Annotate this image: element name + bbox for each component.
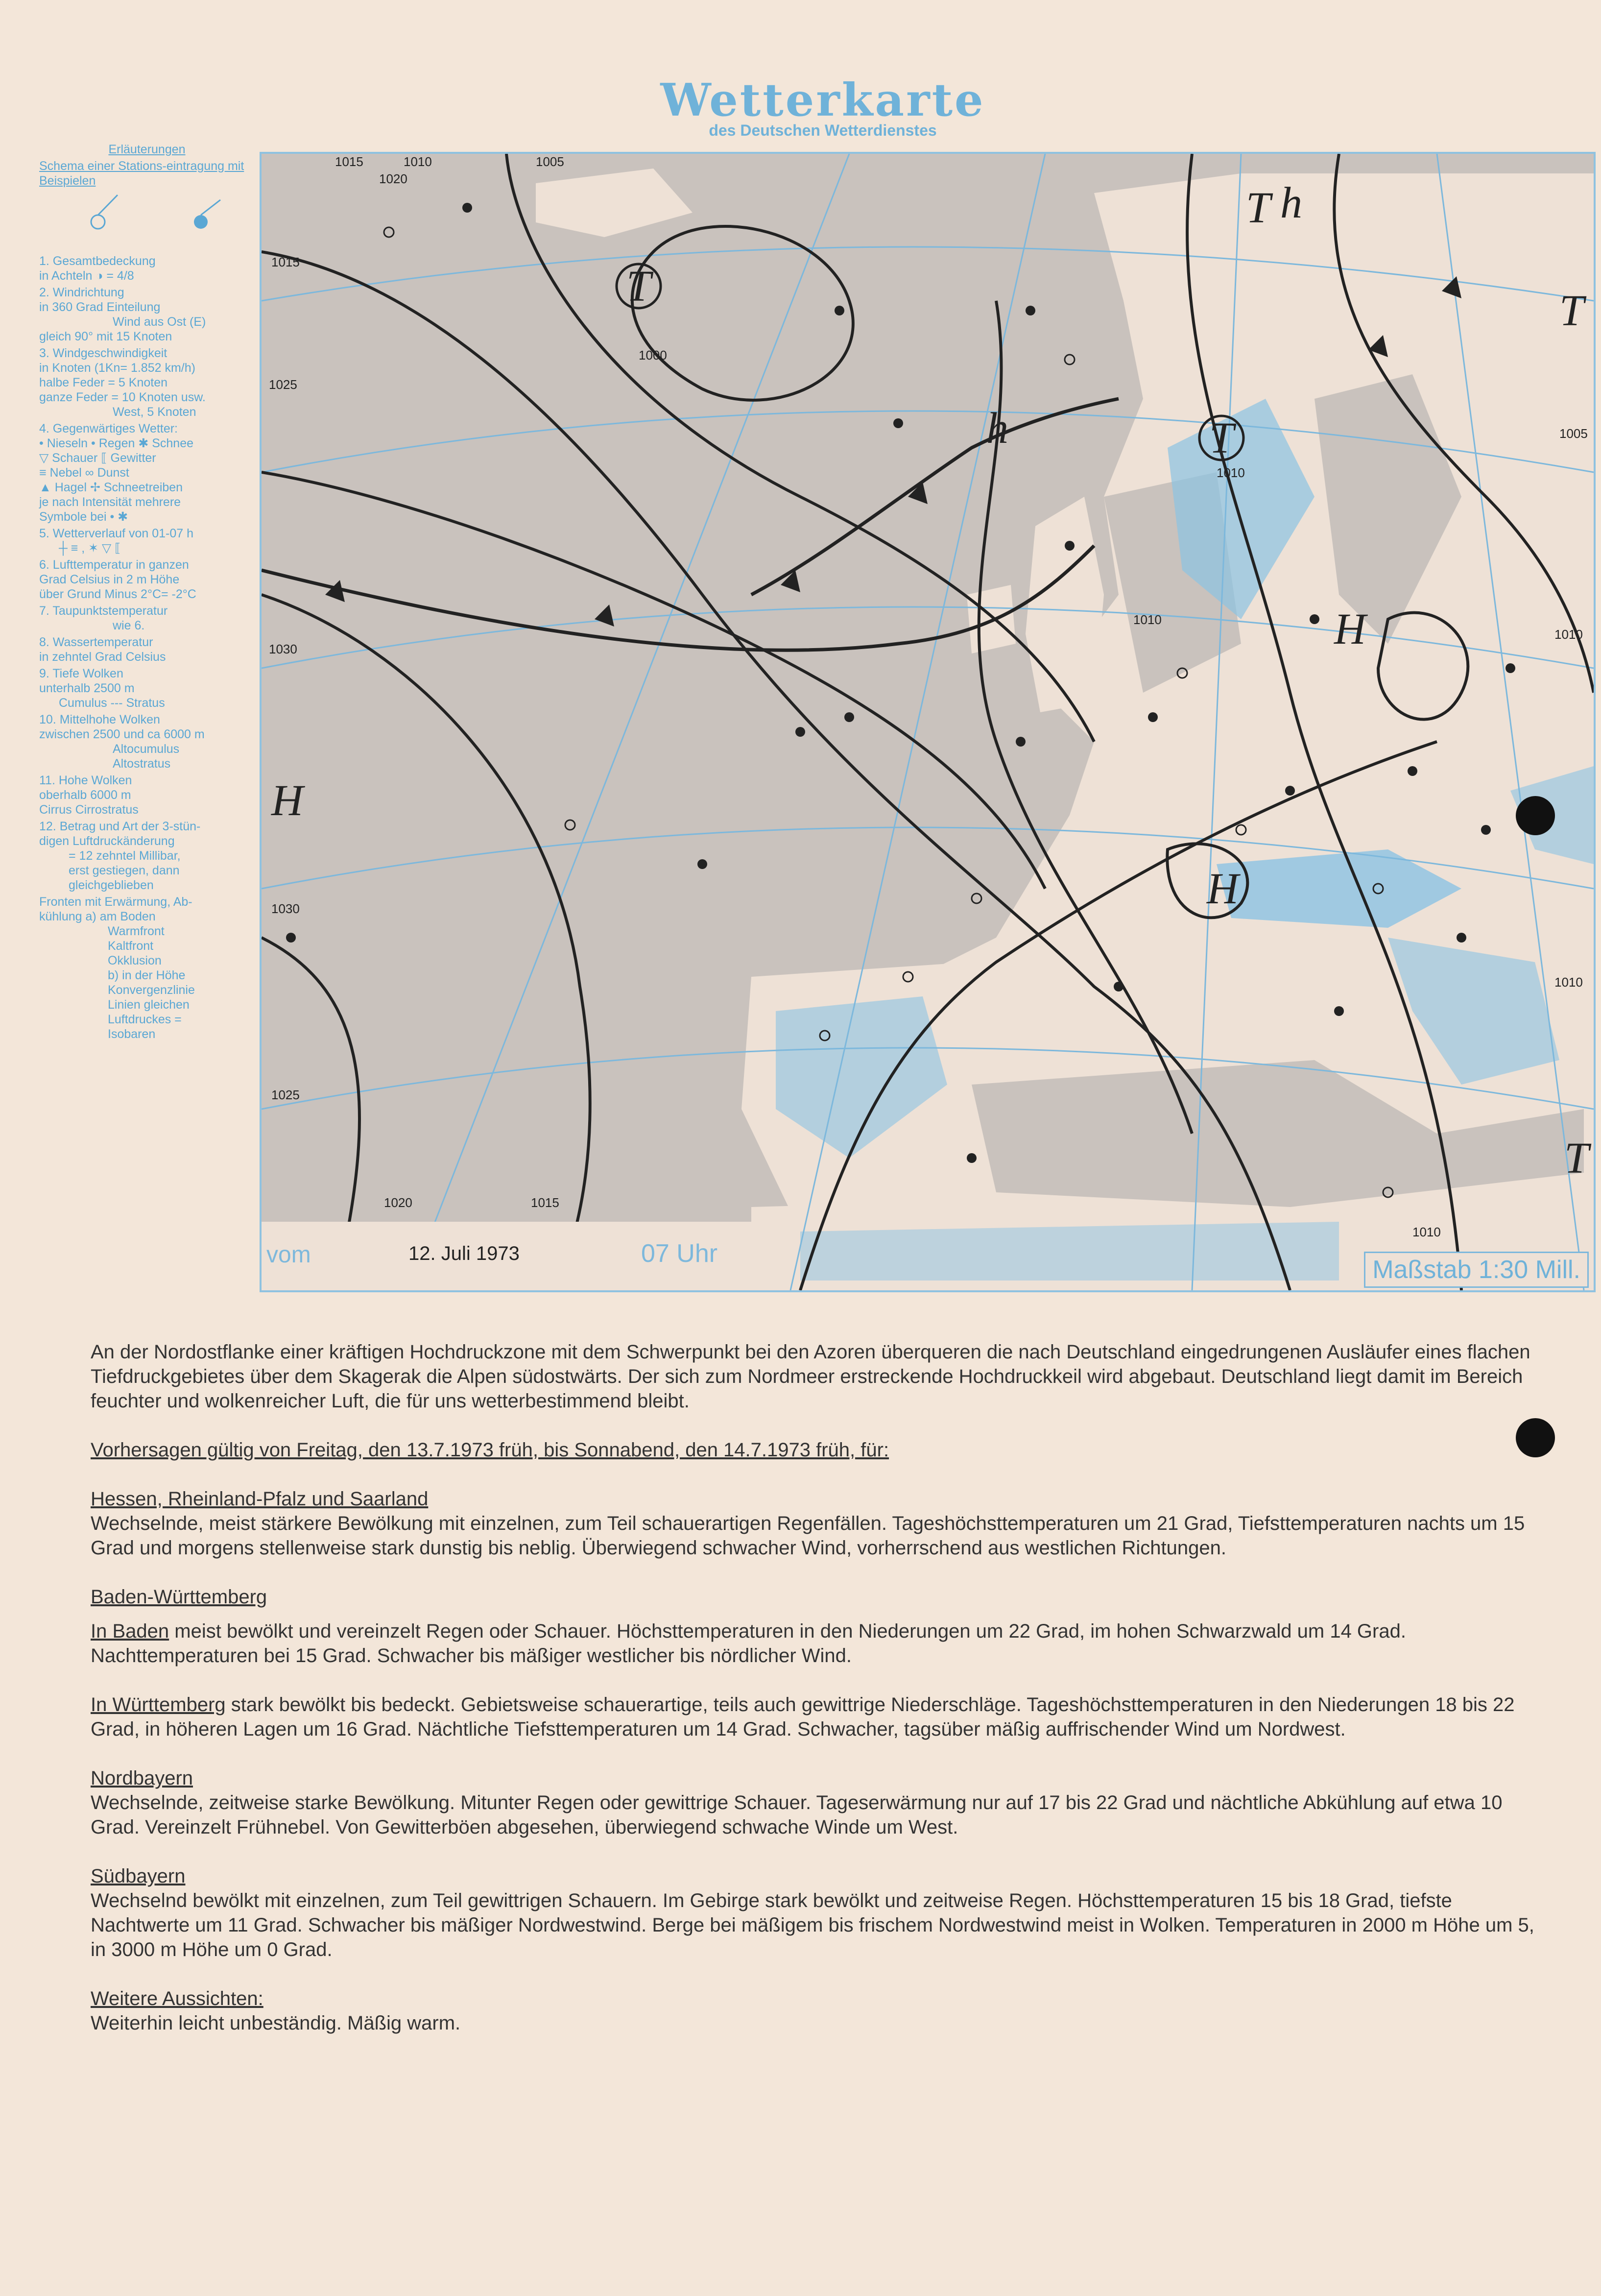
legend-entry-weather-course	[39, 526, 255, 556]
isobar-label: 1010	[1133, 612, 1162, 627]
section-body: Wechselnde, meist stärkere Bewölkung mit einzelnen, zum Teil schauerartigen Regenfällen. Tageshöchsttemperaturen um 21 Grad, Tiefsttemperaturen nachts um 15 Grad und morgens stellenweise stark dunstig bis neblig. Überwiegend schwacher Wind, vorherrschend aus westlichen Richtungen.	[91, 1513, 1525, 1559]
legend-line: gleich 90° mit 15 Knoten	[39, 330, 172, 343]
legend-line: 11. Hohe Wolken	[39, 773, 132, 787]
pressure-center-label: T	[1559, 287, 1584, 335]
isobar-label: 1020	[379, 171, 407, 186]
relief-north-africa	[800, 1222, 1339, 1281]
isobar-label: 1005	[536, 154, 564, 169]
legend-entry-wind-speed	[39, 346, 255, 419]
legend-line: 5. Wetterverlauf von 01-07 h	[39, 527, 193, 540]
map-date: 12. Juli 1973	[408, 1243, 520, 1264]
pressure-center-label: T	[1564, 1134, 1589, 1183]
legend-entry-present-weather	[39, 421, 255, 524]
section-outlook	[91, 1986, 1540, 2035]
forecast-text	[91, 1340, 1540, 2060]
date-prefix: vom	[266, 1242, 311, 1268]
synoptic-map	[260, 152, 1596, 1292]
section-wuerttemberg	[91, 1692, 1540, 1741]
legend-line: in Knoten (1Kn= 1.852 km/h)	[39, 361, 195, 375]
pressure-center-label: H	[1334, 605, 1366, 653]
isobar-label: 1030	[269, 642, 297, 656]
legend-line: ▲ Hagel ✢ Schneetreiben	[39, 481, 183, 494]
legend-panel	[39, 142, 255, 1298]
isobar-label: 1020	[384, 1195, 412, 1210]
section-body: Wechselnd bewölkt mit einzelnen, zum Teil gewittrigen Schauern. Im Gebirge stark bewölkt und zeitweise Regen. Höchsttemperaturen 15 bis 18 Grad, tiefste Nachtwerte um 11 Grad. Schwacher bis mäßiger Nordwestwind. Berge bei mäßigem bis frischem Nordwestwind meist in Wolken. Temperaturen in 2000 m Höhe um 5, in 3000 m Höhe um 0 Grad.	[91, 1890, 1534, 1960]
legend-line: Isobaren	[108, 1027, 156, 1041]
sheet-subtitle: des Deutschen Wetterdienstes	[709, 121, 937, 139]
isobar-label: 1025	[271, 1088, 300, 1102]
legend-line: Okklusion	[108, 954, 162, 967]
legend-line: Konvergenzlinie	[108, 983, 195, 997]
legend-line: 3. Windgeschwindigkeit	[39, 346, 167, 360]
legend-line: = 12 zehntel Millibar,	[69, 849, 181, 863]
legend-line: in 360 Grad Einteilung	[39, 300, 161, 314]
legend-line: je nach Intensität mehrere	[39, 495, 181, 509]
legend-line: West, 5 Knoten	[113, 405, 196, 419]
legend-line: 12. Betrag und Art der 3-stün-	[39, 820, 201, 833]
legend-line: Linien gleichen	[108, 998, 190, 1012]
legend-line: kühlung a) am Boden	[39, 910, 156, 923]
isobar-label: 1015	[335, 154, 363, 169]
legend-line: 1. Gesamtbedeckung	[39, 254, 156, 268]
legend-line: 7. Taupunktstemperatur	[39, 604, 168, 618]
legend-line: 2. Windrichtung	[39, 286, 124, 299]
pressure-center-label: T	[626, 262, 651, 311]
legend-entry-air-temperature	[39, 557, 255, 602]
legend-line: Warmfront	[108, 924, 165, 938]
isobar-label: 1010	[404, 154, 432, 169]
legend-heading: Erläuterungen	[108, 143, 186, 156]
section-title: In Württemberg	[91, 1694, 226, 1716]
legend-line: 10. Mittelhohe Wolken	[39, 713, 160, 726]
map-scale: Maßstab 1:30 Mill.	[1364, 1252, 1589, 1288]
land-iceland	[536, 169, 693, 237]
legend-line: Altostratus	[113, 757, 171, 771]
pressure-center-label: h	[1280, 179, 1302, 227]
legend-entry-pressure-tendency	[39, 819, 255, 893]
legend-line: halbe Feder = 5 Knoten	[39, 376, 167, 389]
section-title: Nordbayern	[91, 1767, 193, 1789]
legend-station-schema	[39, 190, 255, 254]
legend-line: oberhalb 6000 m	[39, 788, 131, 802]
legend-line: 4. Gegenwärtiges Wetter:	[39, 422, 178, 435]
legend-line: Fronten mit Erwärmung, Ab-	[39, 895, 192, 909]
section-baden	[91, 1619, 1540, 1668]
legend-line: 6. Lufttemperatur in ganzen	[39, 558, 189, 572]
legend-course-symbols: ┼ ≡ , ✶ ▽ ⟦	[59, 541, 121, 555]
pressure-center-label: T	[1246, 184, 1271, 232]
section-hessen	[91, 1487, 1540, 1560]
map-date-bar	[262, 1222, 751, 1290]
isobar-label: 1010	[1217, 465, 1245, 480]
legend-line: b) in der Höhe	[108, 968, 186, 982]
legend-line: Wind aus Ost (E)	[113, 315, 206, 329]
legend-line: Luftdruckes =	[108, 1013, 182, 1026]
pressure-center-label: H	[1207, 865, 1239, 913]
legend-line: 9. Tiefe Wolken	[39, 667, 123, 680]
legend-line: Cumulus --- Stratus	[59, 696, 165, 710]
legend-line: ▽ Schauer ⟦ Gewitter	[39, 451, 156, 465]
section-title: In Baden	[91, 1620, 169, 1642]
section-title: Baden-Württemberg	[91, 1586, 267, 1608]
legend-line: Kaltfront	[108, 939, 154, 953]
legend-line: 8. Wassertemperatur	[39, 635, 153, 649]
pressure-center-label: H	[271, 776, 303, 825]
isobar-label: 1010	[1412, 1225, 1441, 1239]
legend-schema-heading: Schema einer Stations-eintragung mit Beispielen	[39, 159, 244, 188]
legend-line: unterhalb 2500 m	[39, 681, 135, 695]
pressure-center-label: h	[986, 404, 1008, 453]
section-suedbayern	[91, 1864, 1540, 1962]
section-body: Wechselnde, zeitweise starke Bewölkung. Mitunter Regen oder gewittrige Schauer. Tageserwärmung nur auf 17 bis 22 Grad und nächtliche Abkühlung auf etwa 10 Grad. Vereinzelt Frühnebel. Von Gewitterböen abgesehen, überwiegend schwache Winde um West.	[91, 1792, 1503, 1838]
legend-entry-wind-direction	[39, 285, 255, 344]
section-nordbayern	[91, 1766, 1540, 1839]
section-title: Weitere Aussichten:	[91, 1988, 263, 2009]
legend-line: wie 6.	[113, 619, 145, 632]
legend-entry-fronts	[39, 894, 255, 1041]
section-body: Weiterhin leicht unbeständig. Mäßig warm.	[91, 2012, 461, 2034]
legend-line: • Nieseln • Regen ✱ Schnee	[39, 436, 194, 450]
section-title: Südbayern	[91, 1865, 186, 1887]
sheet-title: Wetterkarte	[660, 73, 985, 126]
pressure-center-label: T	[1209, 414, 1234, 462]
map-hour: 07 Uhr	[641, 1239, 718, 1268]
punch-hole	[1516, 796, 1555, 835]
legend-entry-dewpoint	[39, 604, 255, 633]
legend-line: in zehntel Grad Celsius	[39, 650, 166, 664]
forecast-heading: Vorhersagen gültig von Freitag, den 13.7.1973 früh, bis Sonnabend, den 14.7.1973 früh, für:	[91, 1439, 889, 1461]
legend-line: Symbole bei • ✱	[39, 510, 128, 524]
section-body: meist bewölkt und vereinzelt Regen oder Schauer. Höchsttemperaturen in den Niederungen um 22 Grad, im hohen Schwarzwald um 14 Grad. Nachttemperaturen bei 15 Grad. Schwacher bis mäßiger westlicher bis nördlicher Wind.	[91, 1620, 1406, 1667]
synopsis-paragraph: An der Nordostflanke einer kräftigen Hochdruckzone mit dem Schwerpunkt bei den Azoren überqueren die nach Deutschland eingedrungenen Ausläufer eines flachen Tiefdruckgebietes über dem Skagerak die Alpen südostwärts. Der sich zum Nordmeer erstreckende Hochdruckkeil wird abgebaut. Deutschland liegt damit im Bereich feuchter und wolkenreicher Luft, die für uns wetterbestimmend bleibt.	[91, 1341, 1530, 1412]
legend-entry-low-clouds	[39, 666, 255, 710]
isobar-label: 1025	[269, 377, 297, 392]
isobar-label: 1015	[531, 1195, 559, 1210]
legend-line: erst gestiegen, dann	[69, 864, 180, 877]
legend-line: digen Luftdruckänderung	[39, 834, 175, 848]
legend-line: gleichgeblieben	[69, 878, 154, 892]
isobar-label: 1010	[1554, 627, 1583, 642]
legend-line: in Achteln ◑ = 4/8	[39, 269, 134, 283]
section-baden-wuerttemberg	[91, 1585, 1540, 1609]
legend-entry-cover	[39, 254, 255, 283]
isobar-label: 1030	[271, 901, 300, 916]
legend-entry-mid-clouds	[39, 712, 255, 771]
section-title: Hessen, Rheinland-Pfalz und Saarland	[91, 1488, 429, 1510]
legend-line: Grad Celsius in 2 m Höhe	[39, 573, 180, 586]
land-british-isles	[1026, 497, 1104, 712]
legend-line: Altocumulus	[113, 742, 180, 756]
legend-entry-high-clouds	[39, 773, 255, 817]
isobar-label: 1015	[271, 255, 300, 269]
legend-entry-water-temperature	[39, 635, 255, 664]
legend-line: ≡ Nebel ∞ Dunst	[39, 466, 129, 480]
section-body: stark bewölkt bis bedeckt. Gebietsweise schauerartige, teils auch gewittrige Niederschläge. Tageshöchsttemperaturen in den Niederungen 18 bis 22 Grad, in höheren Lagen um 16 Grad. Nächtliche Tiefsttemperaturen um 14 Grad. Schwacher, tagsüber mäßig auffrischender Wind um Nordwest.	[91, 1694, 1515, 1740]
map-graphic	[262, 154, 1594, 1290]
isobar-label: 1005	[1559, 426, 1588, 441]
legend-line: Cirrus Cirrostratus	[39, 803, 139, 817]
legend-line: über Grund Minus 2°C= -2°C	[39, 587, 196, 601]
legend-line: ganze Feder = 10 Knoten usw.	[39, 390, 206, 404]
legend-line: zwischen 2500 und ca 6000 m	[39, 727, 205, 741]
isobar-label: 1000	[639, 348, 667, 363]
isobar-label: 1010	[1554, 975, 1583, 990]
